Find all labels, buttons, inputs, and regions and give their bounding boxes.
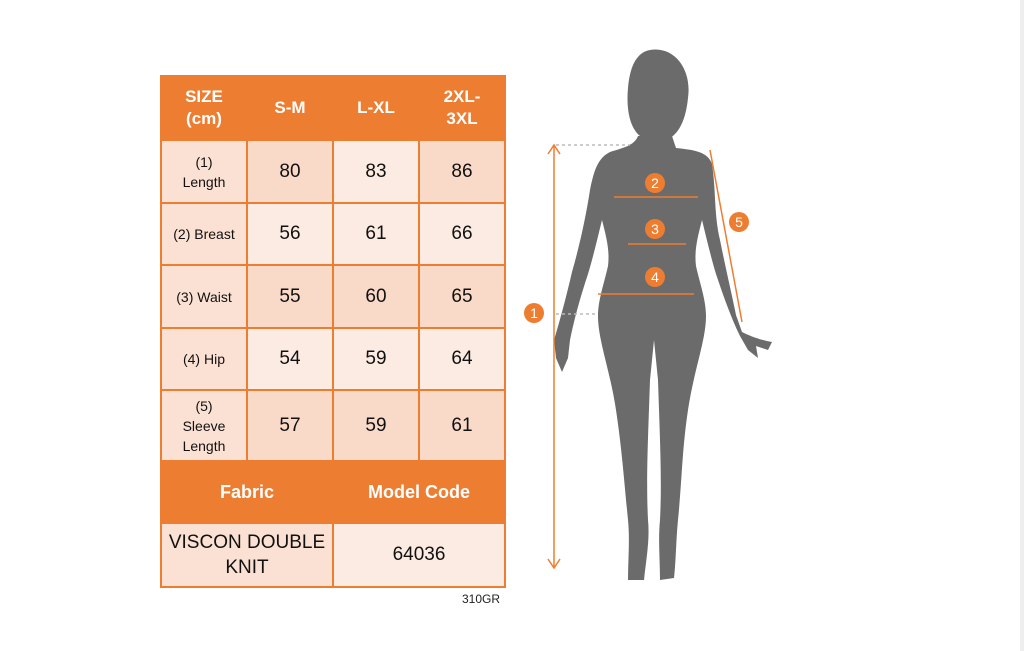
table-cell: 86 [419,140,505,203]
model-code-header: Model Code [333,461,505,523]
fabric-header: Fabric [161,461,333,523]
table-cell: 66 [419,203,505,265]
body-measurement-figure [510,40,800,620]
table-cell: 57 [247,390,333,461]
table-cell: 80 [247,140,333,203]
svg-text:5: 5 [735,214,743,230]
svg-text:3: 3 [651,221,659,237]
table-cell: 56 [247,203,333,265]
marker-5 [729,212,749,232]
table-cell: 59 [333,328,419,390]
fabric-row [161,523,505,587]
size-2xl-3xl-header: 2XL-3XL [419,76,505,140]
fabric-header-row [161,461,505,523]
table-cell: 64 [419,328,505,390]
model-code-value: 64036 [333,523,505,587]
table-row [161,265,505,328]
row-label-breast: (2) Breast [161,203,247,265]
table-cell: 55 [247,265,333,328]
size-header: SIZE (cm) [161,76,247,140]
table-cell: 60 [333,265,419,328]
table-row [161,328,505,390]
table-row [161,390,505,461]
row-label-length: (1) Length [161,140,247,203]
row-label-hip: (4) Hip [161,328,247,390]
marker-1 [524,303,544,323]
marker-3 [645,219,665,239]
table-row [161,203,505,265]
product-code-tag: 310GR [462,592,501,606]
page-edge [1020,0,1024,651]
table-cell: 65 [419,265,505,328]
marker-4 [645,267,665,287]
svg-text:1: 1 [530,305,538,321]
marker-2 [645,173,665,193]
table-header-row [161,76,505,140]
size-table [160,75,506,588]
size-s-m-header: S-M [247,76,333,140]
table-cell: 54 [247,328,333,390]
table-cell: 59 [333,390,419,461]
row-label-sleeve-length: (5) Sleeve Length [161,390,247,461]
row-label-waist: (3) Waist [161,265,247,328]
table-cell: 61 [419,390,505,461]
fabric-value: VISCON DOUBLE KNIT [161,523,333,587]
svg-text:4: 4 [651,269,659,285]
size-l-xl-header: L-XL [333,76,419,140]
table-row [161,140,505,203]
table-cell: 61 [333,203,419,265]
svg-text:2: 2 [651,175,659,191]
female-silhouette [554,50,772,580]
table-cell: 83 [333,140,419,203]
